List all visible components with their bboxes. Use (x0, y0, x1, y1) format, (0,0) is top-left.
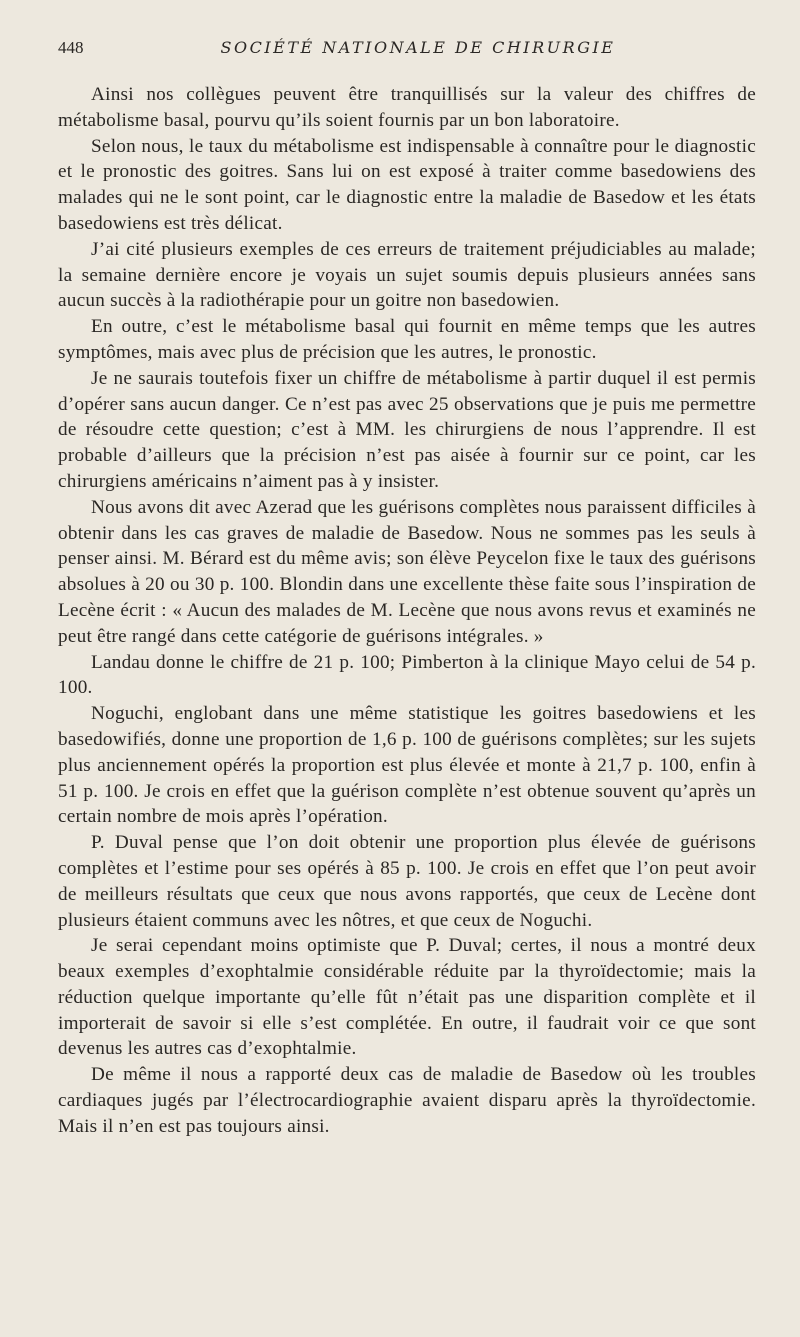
paragraph: J’ai cité plusieurs exemples de ces erreurs de traitement préjudiciables au malade; la semaine dernière encore je voyais un sujet soumis depuis plusieurs années sans aucun succès à la radiothérapie pour un goitre non basedowien. (58, 238, 756, 312)
paragraph: Selon nous, le taux du métabolisme est indispensable à connaître pour le diagnostic et le pronostic des goitres. Sans lui on est exposé à traiter comme basedowiens des malades qui ne le sont point, car le diagnostic entre la maladie de Basedow et les états basedowiens est très délicat. (58, 135, 756, 234)
paragraph: P. Duval pense que l’on doit obtenir une proportion plus élevée de guérisons complètes et l’estime pour ses opérés à 85 p. 100. Je crois en effet que l’on peut avoir de meilleurs résultats que ceux que nous avons rapportés, que ceux de Lecène dont plusieurs étaient communs avec les nôtres, et que ceux de Noguchi. (58, 832, 756, 931)
paragraph: Je ne saurais toutefois fixer un chiffre de métabolisme à partir duquel il est permis d’opérer sans aucun danger. Ce n’est pas avec 25 observations que je puis me permettre de résoudre cette question; c’est à MM. les chirurgiens de nous l’apprendre. Il est probable d’ailleurs que la précision n’est pas aisée à fournir sur ce point, car les chirurgiens américains n’aiment pas à y insister. (58, 367, 756, 492)
body-text (58, 82, 756, 1140)
journal-title: SOCIÉTÉ NATIONALE DE CHIRURGIE (220, 38, 616, 57)
paragraph: Ainsi nos collègues peuvent être tranquillisés sur la valeur des chiffres de métabolisme basal, pourvu qu’ils soient fournis par un bon laboratoire. (58, 84, 756, 131)
running-head (58, 38, 758, 62)
paragraph: Je serai cependant moins optimiste que P. Duval; certes, il nous a montré deux beaux exemples d’exophtalmie considérable réduite par la thyroïdectomie; mais la réduction quelque importante qu’elle fût n’était pas une disparition complète et il importerait de savoir si elle s’est complétée. En outre, il faudrait voir ce que sont devenus les autres cas d’exophtalmie. (58, 935, 756, 1060)
paragraph: Nous avons dit avec Azerad que les guérisons complètes nous paraissent difficiles à obtenir dans les cas graves de maladie de Basedow. Nous ne sommes pas les seuls à penser ainsi. M. Bérard est du même avis; son élève Peycelon fixe le taux des guérisons absolues à 20 ou 30 p. 100. Blondin dans une excellente thèse faite sous l’inspiration de Lecène écrit : « Aucun des malades de M. Lecène que nous avons revus et examinés ne peut être rangé dans cette catégorie de guérisons intégrales. » (58, 496, 756, 647)
paragraph: De même il nous a rapporté deux cas de maladie de Basedow où les troubles cardiaques jugés par l’électrocardiographie avaient disparu après la thyroïdectomie. Mais il n’en est pas toujours ainsi. (58, 1064, 756, 1137)
paragraph: Noguchi, englobant dans une même statistique les goitres basedowiens et les basedowifiés, donne une proportion de 1,6 p. 100 de guérisons complètes; sur les sujets plus anciennement opérés la proportion est plus élevée et monte à 21,7 p. 100, enfin à 51 p. 100. Je crois en effet que la guérison complète n’est obtenue souvent qu’après un certain nombre de mois après l’opération. (58, 703, 756, 828)
page-number: 448 (58, 38, 84, 57)
paragraph: Landau donne le chiffre de 21 p. 100; Pimberton à la clinique Mayo celui de 54 p. 100. (58, 651, 756, 699)
paragraph: En outre, c’est le métabolisme basal qui fournit en même temps que les autres symptômes, mais avec plus de précision que les autres, le pronostic. (58, 316, 756, 363)
